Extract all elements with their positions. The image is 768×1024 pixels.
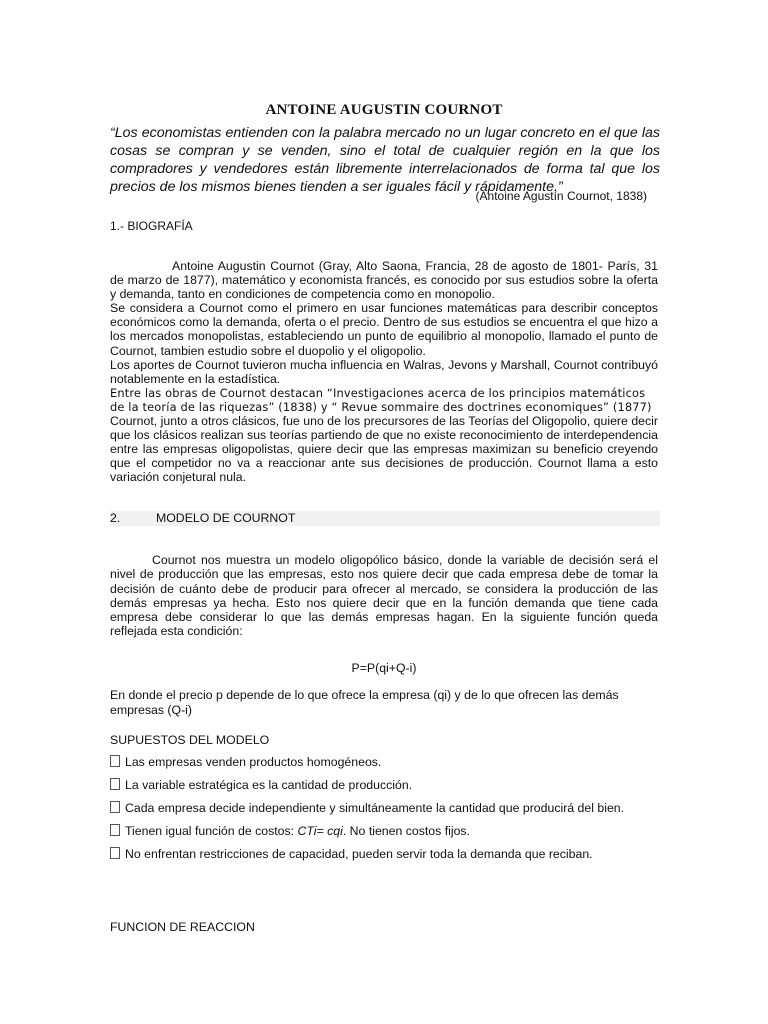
bio-paragraph: Cournot, junto a otros clásicos, fue uno de los precursores de las Teorías del Oligopolio, quiere decir que los clásicos realizan sus teorías partiendo de que no existe reconocimiento de interdependencia entre las empresas oligopolistas, quiere decir que las empresas maximizan su beneficio creyendo que el competidor no va a reaccionar ante sus decisiones de producción. Cournot llama a esto variación conjetural nula. — [110, 414, 658, 485]
bio-paragraph-works: Entre las obras de Cournot destacan “Investigaciones acerca de los principios matemáticos de la teoría de las riquezas” (1838) y “ Revue sommaire des doctrines economiques” (1877) — [110, 385, 652, 414]
bullet-box-icon — [110, 824, 120, 836]
bio-paragraph: Los aportes de Cournot tuvieron mucha influencia en Walras, Jevons y Marshall, Cournot contribuyó notablemente en la estadística. — [110, 357, 658, 386]
biography-body — [110, 259, 658, 485]
model-paragraph: Cournot nos muestra un modelo oligopólico básico, donde la variable de decisión será el nivel de producción que las empresas, esto nos quiere decir que cada empresa debe de tomar la decisión de cuánto debe de producir para ofrecer al mercado, se considera la producción de las demás empresas ya hecha. Esto nos quiere decir que en la función demanda que tiene cada empresa debe considerar lo que las demás empresas hagan. En la siguiente función queda reflejada esta condición: — [110, 553, 658, 639]
model-body — [110, 553, 658, 639]
bio-paragraph: Antoine Augustin Cournot (Gray, Alto Saona, Francia, 28 de agosto de 1801- París, 31 de marzo de 1877), matemático y economista francés, es conocido por sus estudios sobre la oferta y demanda, tanto en condiciones de competencia como en monopolio. — [110, 259, 658, 302]
quote-text: “Los economistas entienden con la palabra mercado no un lugar concreto en el que las cosas se compran y se venden, sino el total de cualquier región en la que los compradores y vendedores están libremente interrelacionados de forma tal que los precios de los mismos bienes tienden a ser iguales fácil y rápidamente.” — [110, 125, 660, 195]
cost-formula: CTi= cqi — [297, 824, 343, 838]
list-item — [110, 824, 670, 847]
assumption-text-after: . No tienen costos fijos. — [342, 824, 470, 838]
assumption-text: Las empresas venden productos homogéneos. — [125, 755, 382, 769]
list-item — [110, 755, 670, 778]
section-heading-reaccion: FUNCION DE REACCION — [110, 920, 255, 934]
quote-citation: (Antoine Agustín Cournot, 1838) — [475, 189, 647, 203]
list-item — [110, 778, 670, 801]
bullet-box-icon — [110, 778, 120, 790]
list-item — [110, 847, 670, 870]
assumption-text: No enfrentan restricciones de capacidad, pueden servir toda la demanda que reciban. — [125, 847, 593, 861]
bullet-box-icon — [110, 801, 120, 813]
assumption-text-before: Tienen igual función de costos: — [125, 824, 298, 838]
bullet-box-icon — [110, 847, 120, 859]
explanation-text: En donde el precio p depende de lo que ofrece la empresa (qi) y de lo que ofrecen las demás empresas (Q-i) — [110, 688, 619, 717]
bullet-box-icon — [110, 755, 120, 767]
section-number: 2. — [110, 511, 121, 525]
section-title: MODELO DE COURNOT — [156, 511, 296, 525]
epigraph-quote — [110, 124, 660, 196]
section-heading-modelo — [110, 511, 660, 526]
assumption-text: La variable estratégica es la cantidad de producción. — [125, 778, 413, 792]
assumption-text: Cada empresa decide independiente y simultáneamente la cantidad que producirá del bien. — [125, 801, 625, 815]
bio-paragraph: Se considera a Cournot como el primero en usar funciones matemáticas para describir conceptos económicos como la demanda, oferta o el precio. Dentro de sus estudios se encuentra el que hizo a los mercados monopolistas, estableciendo un punto de equilibrio al monopolio, llamado el punto de Cournot, tambien estudio sobre el duopolio y el oligopolio. — [110, 301, 658, 358]
equation-explanation — [110, 688, 658, 718]
assumptions-heading: SUPUESTOS DEL MODELO — [110, 733, 270, 747]
list-item — [110, 801, 670, 824]
document-title: ANTOINE AUGUSTIN COURNOT — [265, 102, 503, 118]
section-heading-biografia: 1.- BIOGRAFÍA — [110, 219, 193, 233]
assumptions-list — [110, 755, 670, 870]
price-equation: P=P(qi+Q-i) — [351, 661, 417, 675]
